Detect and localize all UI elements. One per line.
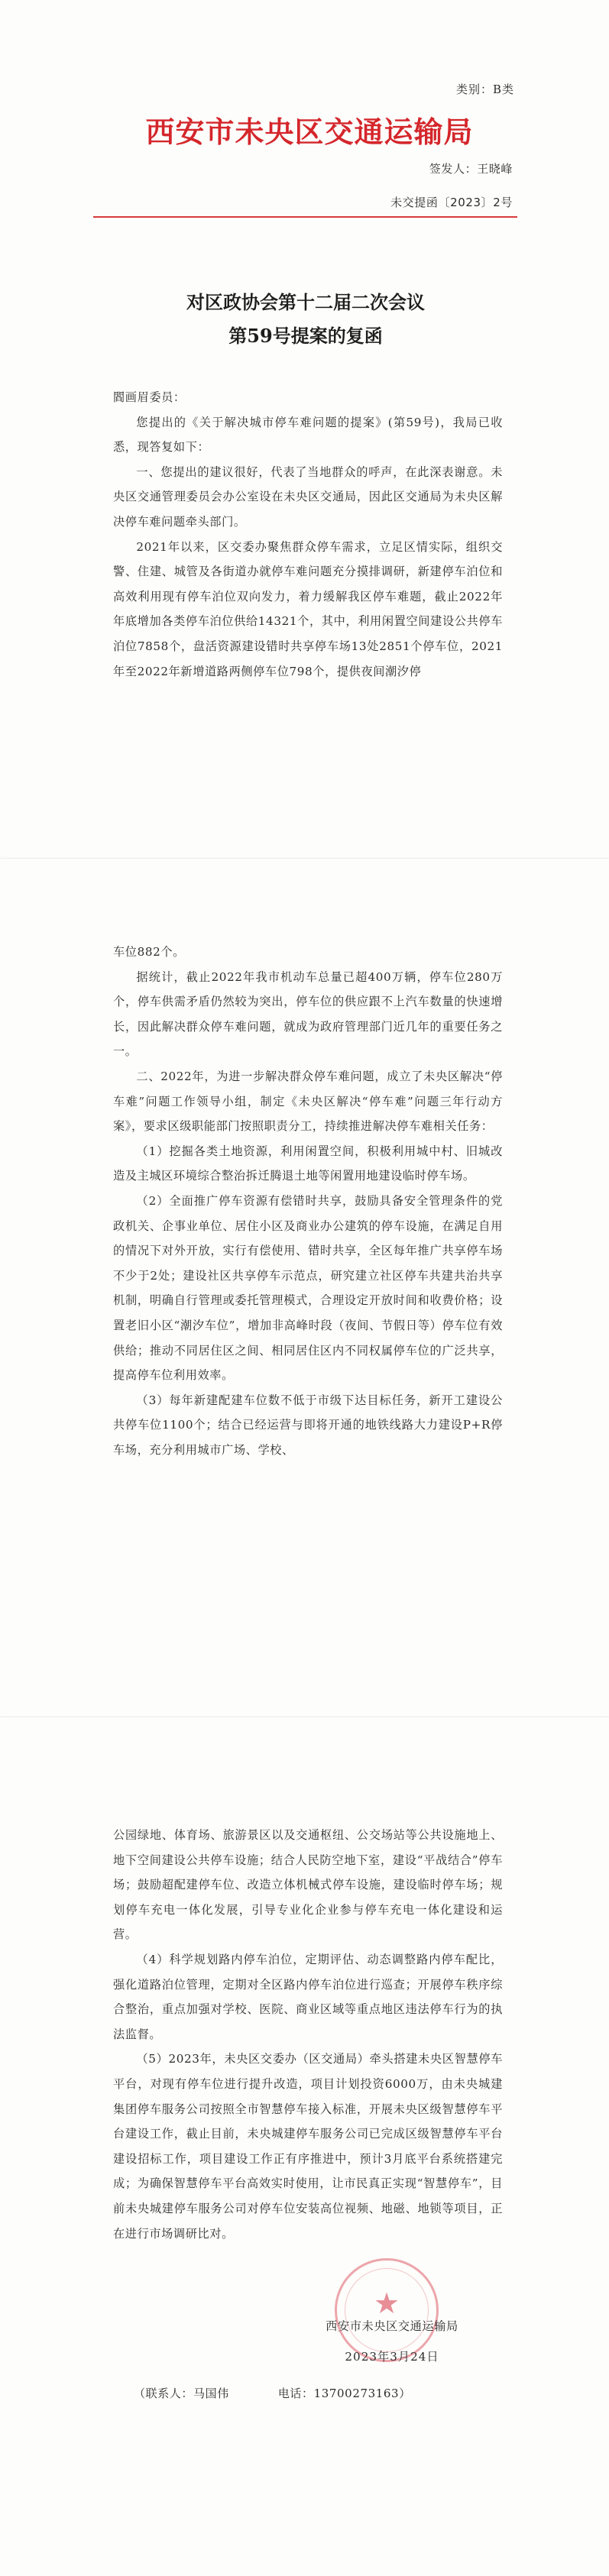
paragraph: （2）全面推广停车资源有偿错时共享，鼓励具备安全管理条件的党政机关、企事业单位、居住小区及商业办公建筑的停车设施，在满足自用的情况下对外开放，实行有偿使用、错时共享，全区每年推广共享停车场不少于2处；建设社区共享停车示范点，研究建立社区停车共建共治共享机制，明确自行管理或委托管理模式，合理设定开放时间和收费价格；设置老旧小区“潮汐车位”，增加非高峰时段（夜间、节假日等）停车位有效供给；推动不同居住区之间、相同居住区内不同权属停车位的广泛共享，提高停车位利用效率。 (113, 1193, 503, 1383)
letter-body-page-1 (113, 385, 503, 684)
document-number: 未交提函〔2023〕2号 (390, 196, 513, 209)
paragraph: 一、您提出的建议很好，代表了当地群众的呼声，在此深表谢意。未央区交通管理委员会办公室设在未央区交通局，因此区交通局为未央区解决停车难问题牵头部门。 (113, 464, 503, 529)
paragraph: （4）科学规划路内停车泊位，定期评估、动态调整路内停车配比，强化道路泊位管理，定期对全区路内停车泊位进行巡查；开展停车秩序综合整治，重点加强对学校、医院、商业区域等重点地区违法停车行为的执法监督。 (113, 1952, 503, 2041)
document-category: 类别：B类 (455, 83, 514, 96)
paragraph: 公园绿地、体育场、旅游景区以及交通枢纽、公交场站等公共设施地上、地下空间建设公共停车设施；结合人民防空地下室，建设“平战结合”停车场；鼓励超配建停车位、改造立体机械式停车设施，建设临时停车场；规划停车充电一体化发展，引导专业化企业参与停车充电一体化建设和运营。 (113, 1828, 503, 1942)
seal-star-icon: ★ (373, 2286, 400, 2320)
paragraph: （1）挖掘各类土地资源，利用闲置空间，积极利用城中村、旧城改造及主城区环境综合整治拆迁腾退土地等闲置用地建设临时停车场。 (113, 1144, 503, 1183)
paragraph: 您提出的《关于解决城市停车难问题的提案》(第59号)，我局已收悉，现答复如下： (113, 415, 503, 455)
document-page-1 (0, 0, 609, 859)
contact-line (134, 2385, 460, 2401)
issuing-organization-title: 西安市未央区交通运输局 (145, 115, 474, 149)
letter-body-page-2 (113, 940, 503, 1462)
signer-line: 签发人：王晓峰 (429, 162, 513, 176)
paragraph: 车位882个。 (113, 945, 185, 959)
title-line-2: 第59号提案的复函 (228, 325, 383, 347)
official-seal-stamp (335, 2258, 439, 2362)
document-title (115, 286, 497, 353)
paragraph: 二、2022年，为进一步解决群众停车难问题，成立了未央区解决“停车难”问题工作领导小组，制定《未央区解决“停车难”问题三年行动方案》，要求区级职能部门按照职责分工，持续推进解决停车难相关任务： (113, 1069, 503, 1134)
contact-person: （联系人：马国伟 (134, 2387, 229, 2400)
contact-phone: 电话：13700273163） (277, 2387, 411, 2400)
paragraph: 2021年以来，区交委办聚焦群众停车需求，立足区情实际，组织交警、住建、城管及各街道办就停车难问题充分摸排调研，新建停车泊位和高效利用现有停车泊位双向发力，着力缓解我区停车难题，截止2022年年底增加各类停车泊位供给14321个，其中，利用闲置空间建设公共停车泊位7858个，盘活资源建设错时共享停车场13处2851个停车位，2021年至2022年新增道路两侧停车位798个，提供夜间潮汐停 (113, 539, 503, 678)
paragraph: （5）2023年，未央区交委办（区交通局）牵头搭建未央区智慧停车平台，对现有停车位进行提升改造，项目计划投资6000万，由未央城建集团停车服务公司按照全市智慧停车接入标准，开展未央区级智慧停车平台建设工作，截止目前，未央城建停车服务公司已完成区级智慧停车平台建设招标工作，项目建设工作正有序推进中，预计3月底平台系统搭建完成；为确保智慧停车平台高效实时使用，让市民真正实现“智慧停车”，目前未央城建停车服务公司对停车位安装高位视频、地磁、地锁等项目，正在进行市场调研比对。 (113, 2052, 503, 2241)
signature-date: 2023年3月24日 (345, 2350, 439, 2364)
signature-organization: 西安市未央区交通运输局 (326, 2319, 458, 2333)
red-divider-rule (93, 216, 517, 218)
paragraph: 据统计，截止2022年我市机动车总量已超400万辆，停车位280万个，停车供需矛盾仍然较为突出，停车位的供应跟不上汽车数量的快速增长，因此解决群众停车难问题，就成为政府管理部门近几年的重要任务之一。 (113, 969, 503, 1059)
salutation: 閻画眉委员： (113, 390, 186, 404)
paragraph: （3）每年新建配建车位数不低于市级下达目标任务，新开工建设公共停车位1100个；结合已经运营与即将开通的地铁线路大力建设P+R停车场，充分利用城市广场、学校、 (113, 1393, 503, 1457)
letter-body-page-3 (113, 1823, 503, 2246)
title-line-1: 对区政协会第十二届二次会议 (186, 291, 425, 313)
